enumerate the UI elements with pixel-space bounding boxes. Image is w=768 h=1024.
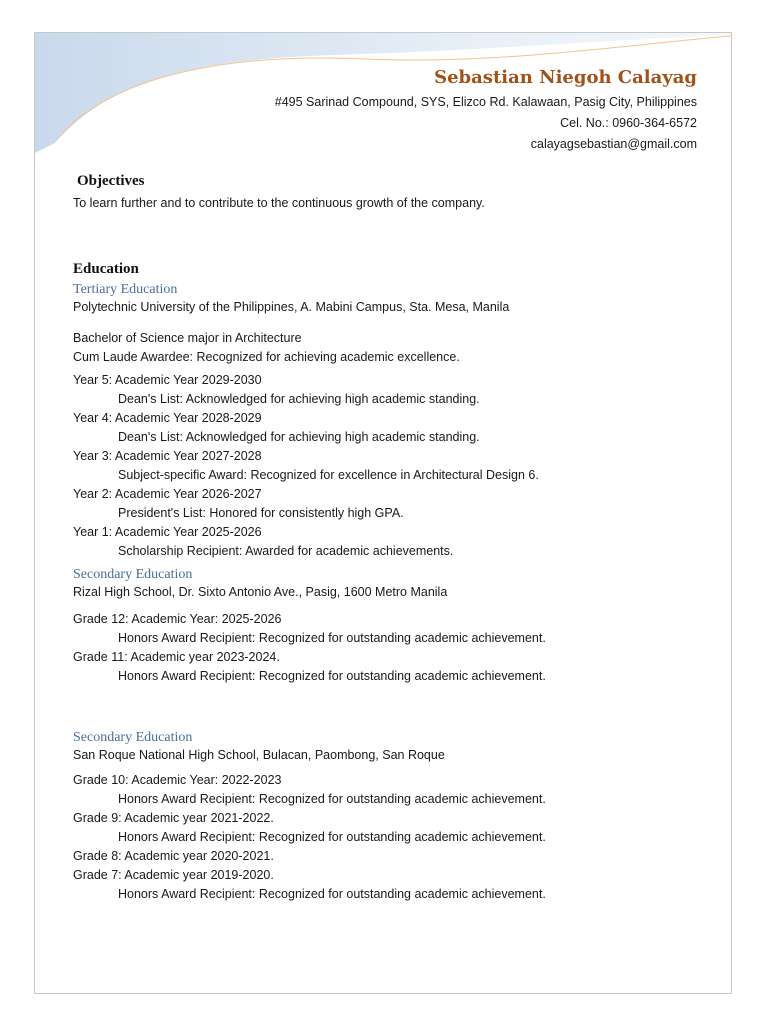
degree: Bachelor of Science major in Architecture <box>73 331 302 345</box>
year-award: Dean's List: Acknowledged for achieving high academic standing. <box>118 392 480 406</box>
year-label: Year 3: Academic Year 2027-2028 <box>73 449 262 463</box>
secondary-grades <box>73 771 713 904</box>
objectives-title: Objectives <box>77 173 145 189</box>
tertiary-title: Tertiary Education <box>73 282 178 297</box>
year-award: President's List: Honored for consistently high GPA. <box>118 506 404 520</box>
year-label: Year 2: Academic Year 2026-2027 <box>73 487 262 501</box>
phone-number: Cel. No.: 0960-364-6572 <box>560 116 697 130</box>
grade-award: Honors Award Recipient: Recognized for outstanding academic achievement. <box>118 792 546 806</box>
grade-label: Grade 12: Academic Year: 2025-2026 <box>73 612 282 626</box>
contact-header <box>275 67 697 155</box>
grade-award: Honors Award Recipient: Recognized for outstanding academic achievement. <box>118 669 546 683</box>
grade-award: Honors Award Recipient: Recognized for outstanding academic achievement. <box>118 631 546 645</box>
secondary-grades <box>73 610 713 686</box>
objectives-text: To learn further and to contribute to the continuous growth of the company. <box>73 196 485 210</box>
secondary-school: Rizal High School, Dr. Sixto Antonio Ave., Pasig, 1600 Metro Manila <box>73 585 448 599</box>
grade-label: Grade 8: Academic year 2020-2021. <box>73 849 274 863</box>
education-title: Education <box>73 261 139 277</box>
secondary-title: Secondary Education <box>73 567 193 582</box>
year-award: Subject-specific Award: Recognized for excellence in Architectural Design 6. <box>118 468 539 482</box>
grade-label: Grade 10: Academic Year: 2022-2023 <box>73 773 282 787</box>
resume-page <box>34 32 732 994</box>
grade-label: Grade 7: Academic year 2019-2020. <box>73 868 274 882</box>
honor: Cum Laude Awardee: Recognized for achieving academic excellence. <box>73 350 460 364</box>
year-award: Dean's List: Acknowledged for achieving high academic standing. <box>118 430 480 444</box>
address: #495 Sarinad Compound, SYS, Elizco Rd. Kalawaan, Pasig City, Philippines <box>274 95 697 109</box>
grade-award: Honors Award Recipient: Recognized for outstanding academic achievement. <box>118 830 546 844</box>
resume-body <box>73 173 713 904</box>
grade-label: Grade 9: Academic year 2021-2022. <box>73 811 274 825</box>
year-label: Year 1: Academic Year 2025-2026 <box>73 525 262 539</box>
grade-award: Honors Award Recipient: Recognized for outstanding academic achievement. <box>118 887 546 901</box>
grade-label: Grade 11: Academic year 2023-2024. <box>73 650 280 664</box>
year-label: Year 4: Academic Year 2028-2029 <box>73 411 262 425</box>
tertiary-years <box>73 371 713 561</box>
tertiary-school: Polytechnic University of the Philippines, A. Mabini Campus, Sta. Mesa, Manila <box>73 300 510 314</box>
year-label: Year 5: Academic Year 2029-2030 <box>73 373 262 387</box>
email-address: calayagsebastian@gmail.com <box>530 137 697 151</box>
applicant-name: Sebastian Niegoh Calayag <box>434 67 697 88</box>
secondary-title: Secondary Education <box>73 730 193 745</box>
year-award: Scholarship Recipient: Awarded for academic achievements. <box>118 544 454 558</box>
secondary-school: San Roque National High School, Bulacan, Paombong, San Roque <box>73 748 445 762</box>
